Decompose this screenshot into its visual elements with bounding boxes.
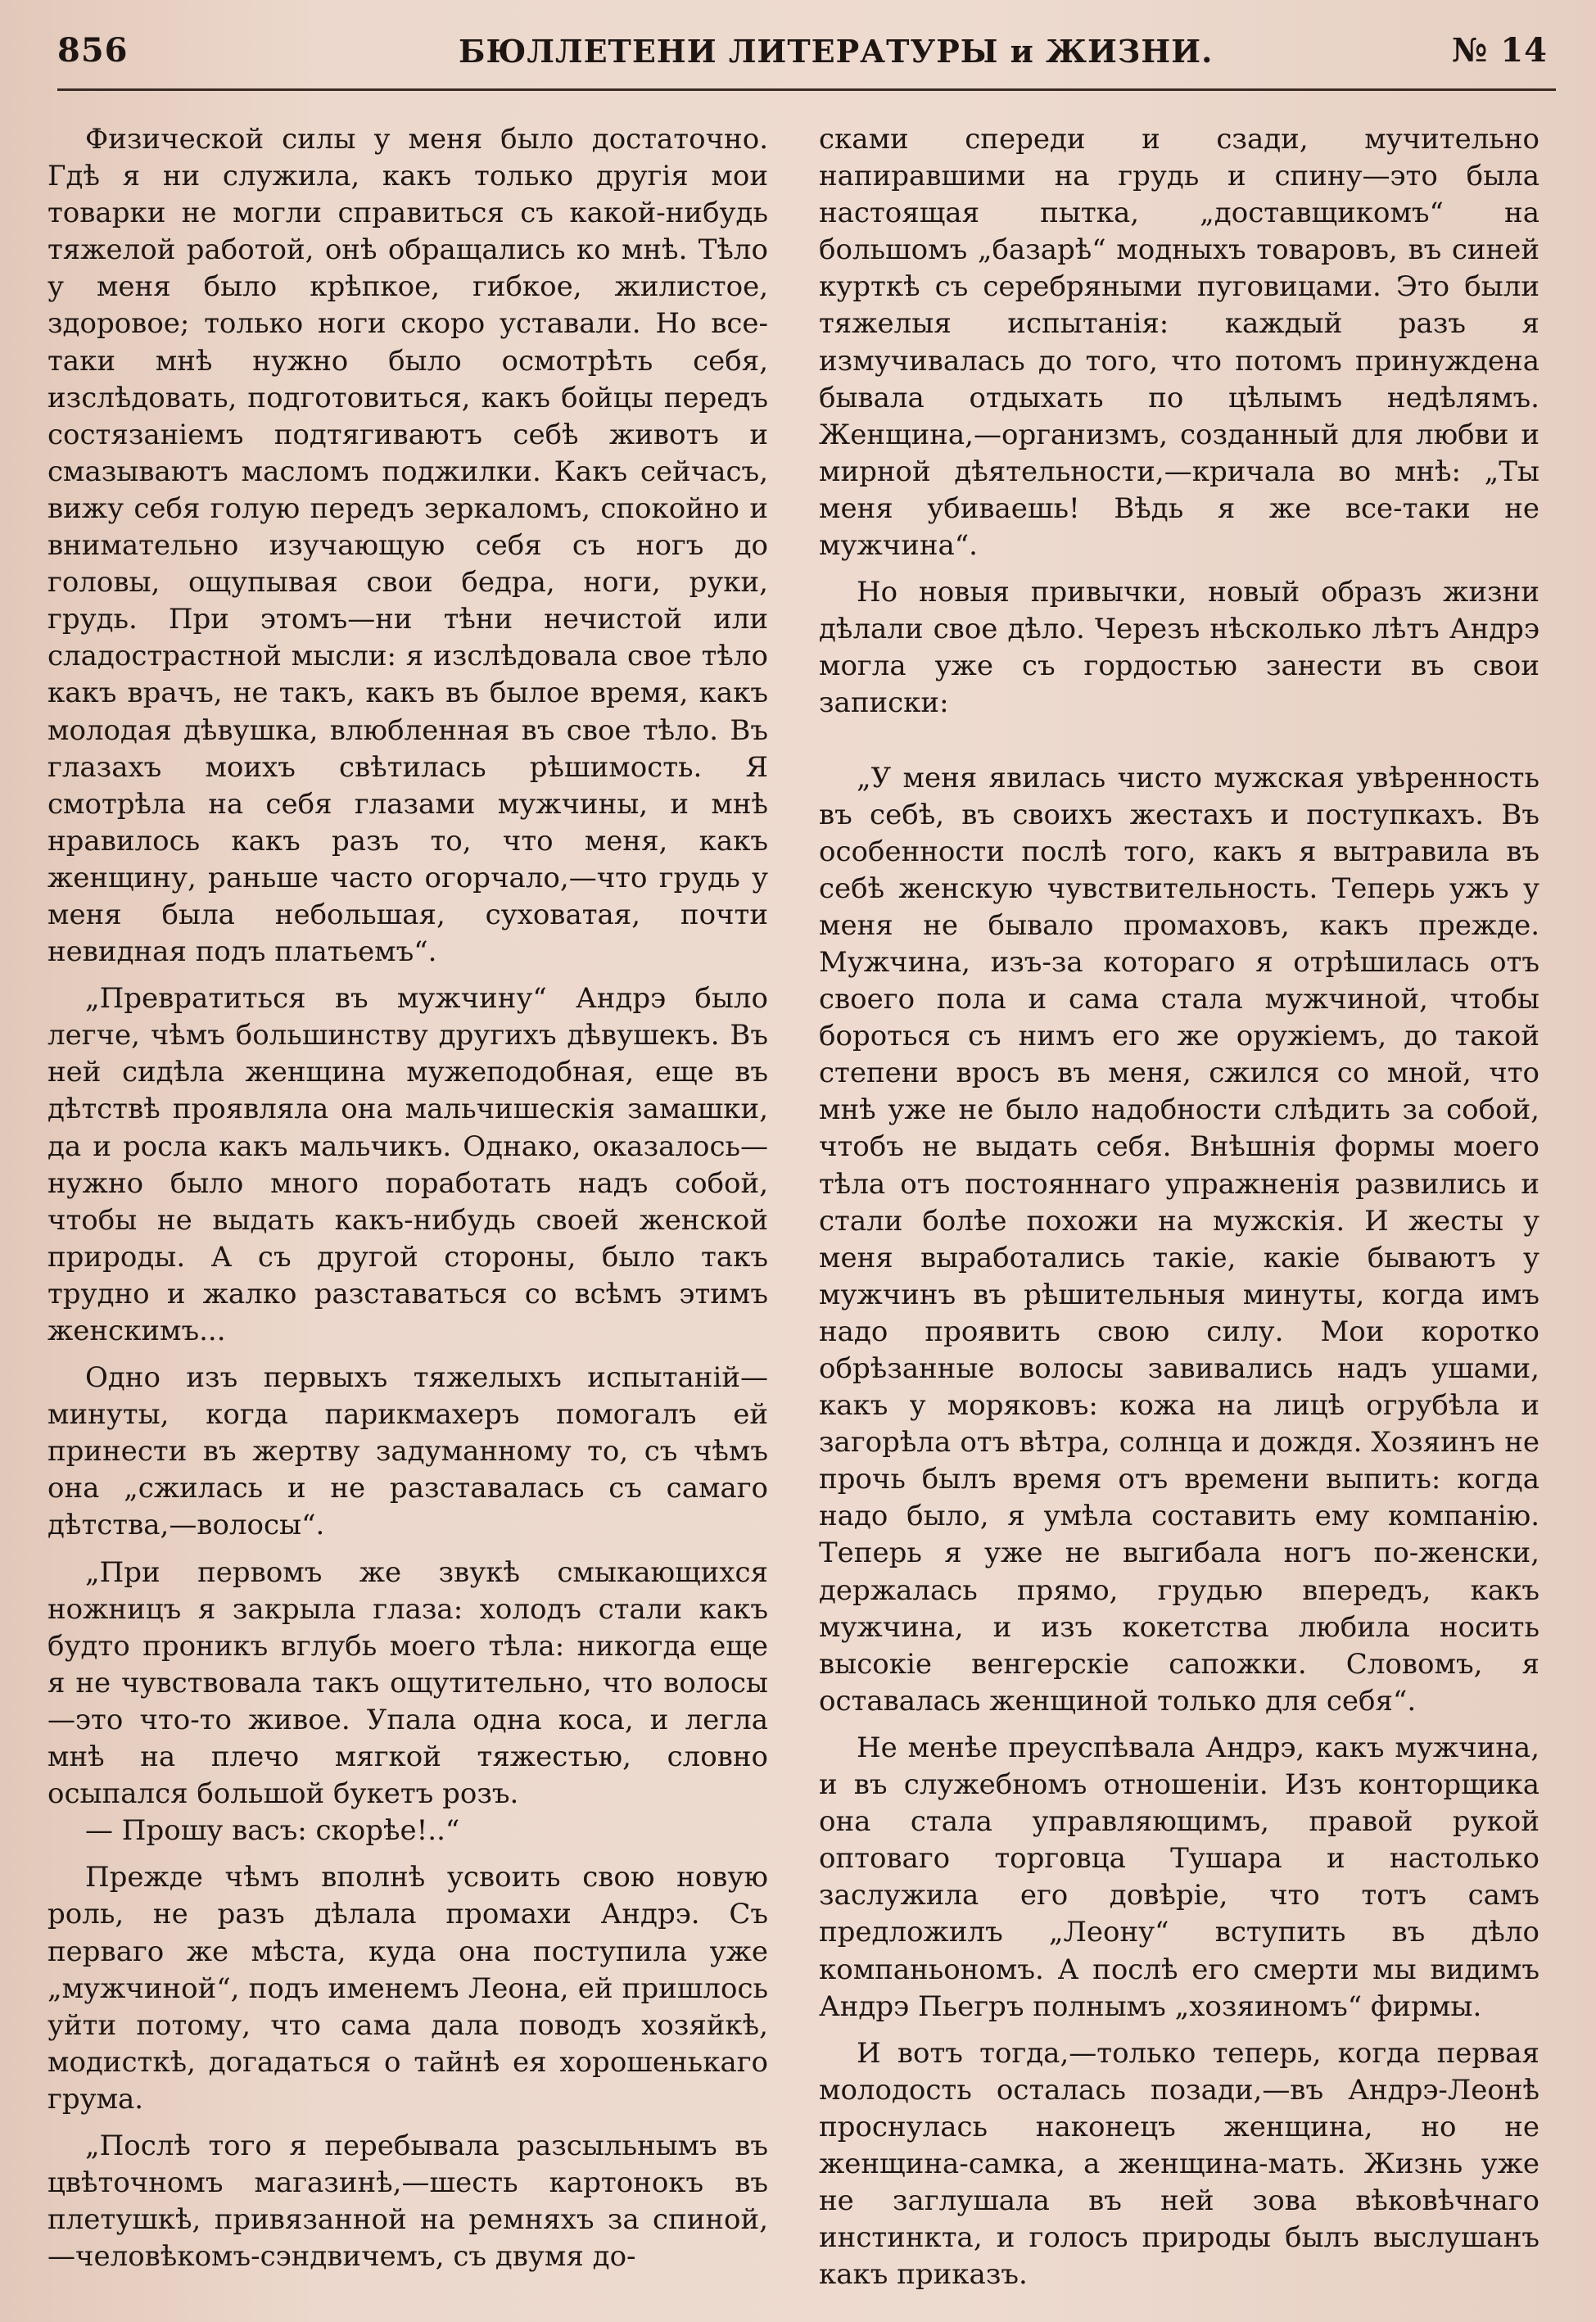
paragraph: Но новыя привычки, новый образъ жизни дѣлали свое дѣло. Черезъ нѣсколько лѣтъ Андрэ могла уже съ гордостью занести въ свои записки:: [819, 576, 1539, 720]
paragraph: „У меня явилась чисто мужская увѣренность въ себѣ, въ своихъ жестахъ и поступкахъ. Въ особенности послѣ того, какъ я вытравила въ себѣ женскую чувствительность. Теперь ужъ у меня не бывало промаховъ, какъ прежде. Мужчина, изъ-за котораго я отрѣшилась отъ своего пола и сама стала мужчиной, чтобы бороться съ нимъ его же оружіемъ, до такой степени вросъ въ меня, сжился со мной, что мнѣ уже не было надобности слѣдить за собой, чтобъ не выдать себя. Внѣшнія формы моего тѣла отъ постояннаго упражненія развились и стали болѣе похожи на мужскія. И жесты у меня выработались такіе, какіе бываютъ у мужчинъ въ рѣшительныя минуты, когда имъ надо проявить свою силу. Мои коротко обрѣзанные волосы завивались надъ ушами, какъ у моряковъ: кожа на лицѣ огрубѣла и загорѣла отъ вѣтра, солнца и дождя. Хозяинъ не прочь былъ время отъ времени выпить: когда надо было, я умѣла составить ему компанію. Теперь я уже не выгибала ногъ по-женски, держалась прямо, грудью впередъ, какъ мужчина, и изъ кокетства любила носить высокіе венгерскіе сапожки. Словомъ, я оставалась женщиной только для себя“.: [819, 761, 1539, 1718]
paragraph: И вотъ тогда,—только теперь, когда первая молодость осталась позади,—въ Андрэ-Леонѣ проснулась наконецъ женщина, но не женщина-самка, а женщина-мать. Жизнь уже не заглушала въ ней зова вѣковѣчнаго инстинкта, и голосъ природы былъ выслушанъ какъ приказъ.: [819, 2036, 1539, 2292]
page-number: 856: [57, 31, 129, 70]
paragraph: сками спереди и сзади, мучительно напиравшими на грудь и спину—это была настоящая пытка, „доставщикомъ“ на большомъ „базарѣ“ модныхъ товаровъ, въ синей курткѣ съ серебряными пуговицами. Это были тяжелыя испытанія: каждый разъ я измучивалась до того, что потомъ принуждена бывала отдыхать по цѣлымъ недѣлямъ. Женщина,—организмъ, созданный для любви и мирной дѣятельности,—кричала во мнѣ: „Ты меня убиваешь! Вѣдь я же все-таки не мужчина“.: [819, 123, 1539, 563]
paragraph: „Превратиться въ мужчину“ Андрэ было легче, чѣмъ большинству другихъ дѣвушекъ. Въ ней сидѣла женщина мужеподобная, еще въ дѣтствѣ проявляла она мальчишескія замашки, да и росла какъ мальчикъ. Однако, оказалось—нужно было много поработать надъ собой, чтобы не выдать какъ-нибудь своей женской природы. А съ другой стороны, было такъ трудно и жалко разставаться со всѣмъ этимъ женскимъ...: [47, 982, 768, 1347]
left-column: [47, 121, 768, 2275]
header-rule: [57, 88, 1556, 91]
running-title: БЮЛЛЕТЕНИ ЛИТЕРАТУРЫ и ЖИЗНИ.: [459, 33, 1214, 70]
issue-number: № 14: [1451, 31, 1548, 70]
paragraph: „Послѣ того я перебывала разсыльнымъ въ цвѣточномъ магазинѣ,—шесть картонокъ въ плетушкѣ, привязанной на ремняхъ за спиной,—человѣкомъ-сэндвичемъ, съ двумя до-: [47, 2129, 768, 2274]
paragraph: „При первомъ же звукѣ смыкающихся ножницъ я закрыла глаза: холодъ стали какъ будто проникъ вглубь моего тѣла: никогда еще я не чувствовала такъ ощутительно, что волосы—это что-то живое. Упала одна коса, и легла мнѣ на плечо мягкой тяжестью, словно осыпался большой букетъ розъ.: [47, 1555, 768, 1811]
paragraph: Не менѣе преуспѣвала Андрэ, какъ мужчина, и въ служебномъ отношеніи. Изъ конторщика она стала управляющимъ, правой рукой оптоваго торговца Тушара и настолько заслужила его довѣріе, что тотъ самъ предложилъ „Леону“ вступить въ дѣло компаньономъ. А послѣ его смерти мы видимъ Андрэ Пьегръ полнымъ „хозяиномъ“ фирмы.: [819, 1731, 1539, 2023]
paragraph: Физической силы у меня было достаточно. Гдѣ я ни служила, какъ только другія мои товарки не могли справиться съ какой-нибудь тяжелой работой, онѣ обращались ко мнѣ. Тѣло у меня было крѣпкое, гибкое, жилистое, здоровое; только ноги скоро уставали. Но все-таки мнѣ нужно было осмотрѣть себя, изслѣдовать, подготовиться, какъ бойцы передъ состязаніемъ подтягиваютъ себѣ животъ и смазываютъ масломъ поджилки. Какъ сейчасъ, вижу себя голую передъ зеркаломъ, спокойно и внимательно изучающую себя съ ногъ до головы, ощупывая свои бедра, ноги, руки, грудь. При этомъ—ни тѣни нечистой или сладострастной мысли: я изслѣдовала свое тѣло какъ врачъ, не такъ, какъ въ былое время, какъ молодая дѣвушка, влюбленная въ свое тѣло. Въ глазахъ моихъ свѣтилась рѣшимость. Я смотрѣла на себя глазами мужчины, и мнѣ нравилось какъ разъ то, что меня, какъ женщину, раньше часто огорчало,—что грудь у меня была небольшая, суховатая, почти невидная подъ платьемъ“.: [47, 123, 768, 969]
paragraph: Прежде чѣмъ вполнѣ усвоить свою новую роль, не разъ дѣлала промахи Андрэ. Съ перваго же мѣста, куда она поступила уже „мужчиной“, подъ именемъ Леона, ей пришлось уйти потому, что сама дала поводъ хозяйкѣ, модисткѣ, догадаться о тайнѣ ея хорошенькаго грума.: [47, 1861, 768, 2116]
paragraph: — Прошу васъ: скорѣе!..“: [85, 1814, 460, 1848]
paragraph: Одно изъ первыхъ тяжелыхъ испытаній—минуты, когда парикмахеръ помогалъ ей принести въ жертву задуманному то, съ чѣмъ она „сжилась и не разставалась съ самаго дѣтства,—волосы“.: [47, 1361, 768, 1542]
page-header: [57, 31, 1548, 80]
right-column: [819, 121, 1539, 2293]
